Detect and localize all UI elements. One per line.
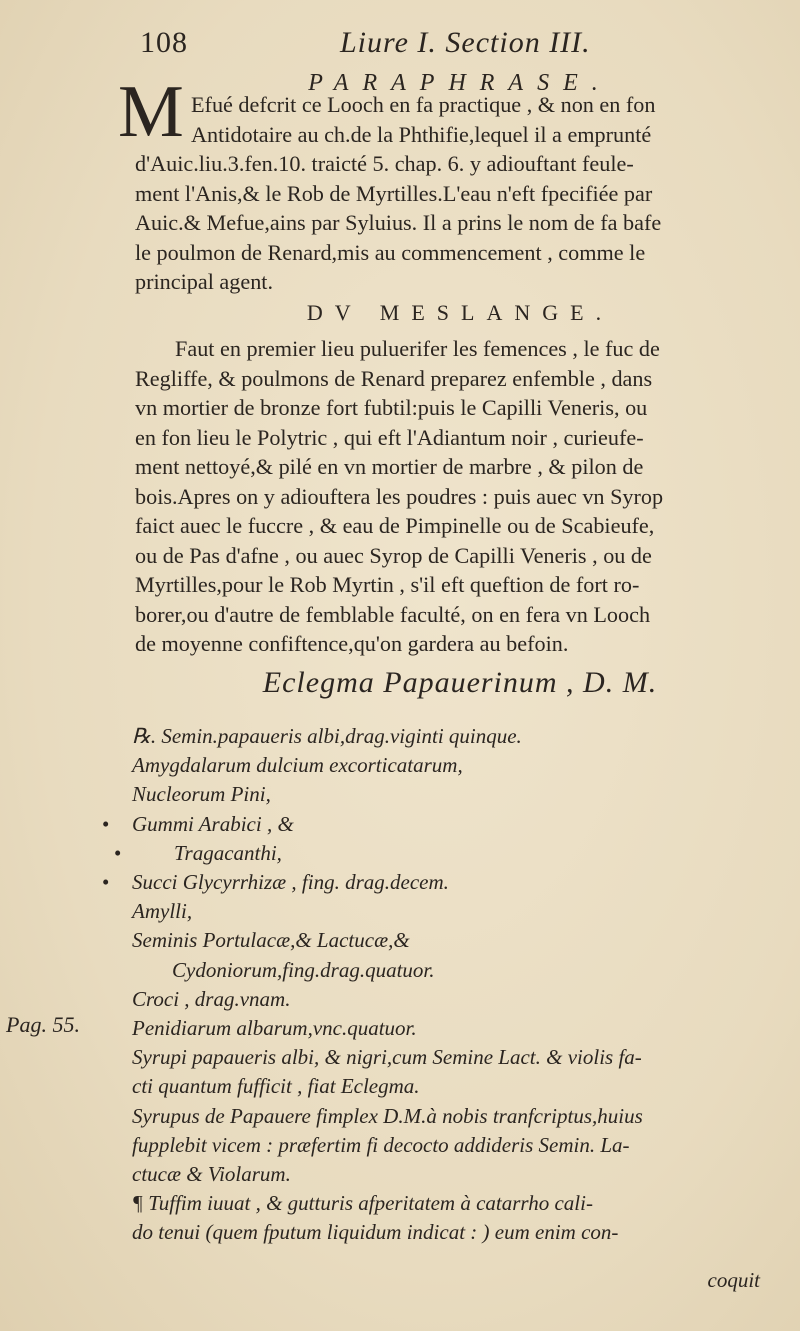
text-line: borer,ou d'autre de femblable faculté, on en fera vn Looch	[135, 601, 651, 627]
recipe-line: Seminis Portulacæ,& Lactucæ,&	[132, 928, 410, 953]
text-line: d'Auic.liu.3.fen.10. traicté 5. chap. 6. y adiouftant feule-	[135, 151, 634, 176]
recipe-line: Croci , drag.vnam.	[132, 986, 291, 1011]
recipe-line: • Succi Glycyrrhizæ , fing. drag.decem.	[120, 868, 790, 897]
margin-note: Pag. 55.	[6, 1012, 80, 1037]
text-line: Antidotaire au ch.de la Phthifie,lequel il a emprunté	[191, 121, 652, 147]
text-line: Efué defcrit ce Looch en fa practique , & non en fon	[191, 92, 656, 117]
catchword: coquit	[707, 1268, 760, 1292]
text-line: de moyenne confiftence,qu'on gardera au befoin.	[135, 631, 569, 656]
text-line: ou de Pas d'afne , ou auec Syrop de Capilli Veneris , ou de	[135, 542, 652, 568]
margin-bullet-icon: •	[102, 870, 110, 895]
text-line: Myrtilles,pour le Rob Myrtin , s'il eft queftion de fort ro-	[135, 572, 640, 597]
page-header	[140, 26, 780, 66]
recipe-text	[102, 722, 790, 1248]
text-line: bois.Apres on y adiouftera les poudres : puis auec vn Syrop	[135, 483, 664, 509]
text-line: en fon lieu le Polytric , qui eft l'Adiantum noir , curieufe-	[135, 424, 644, 450]
recipe-line: fupplebit vicem : præfertim fi decocto addideris Semin. La-	[132, 1132, 630, 1157]
mixture-heading: DV MESLANGE.	[306, 300, 614, 325]
mixture-text	[135, 334, 785, 659]
page-number: 108	[140, 26, 188, 59]
recipe-line: • Tragacanthi,	[120, 839, 790, 868]
text-line: ment l'Anis,& le Rob de Myrtilles.L'eau n'eft fpecifiée par	[135, 180, 653, 206]
recipe-line: Amylli,	[132, 899, 193, 924]
margin-bullet-icon: •	[114, 840, 122, 865]
text-line: Auic.& Mefue,ains par Syluius. Il a prins le nom de fa bafe	[135, 210, 662, 235]
text-line: le poulmon de Renard,mis au commencement , comme le	[135, 239, 646, 265]
text-line: ment nettoyé,& pilé en vn mortier de marbre , & pilon de	[135, 454, 644, 479]
text-line: principal agent.	[135, 269, 274, 294]
recipe-title: Eclegma Papauerinum , D. M.	[262, 666, 658, 699]
recipe-line: ℞. Semin.papaueris albi,drag.viginti quinque.	[132, 724, 522, 748]
paraphrase-heading: PARAPHRASE.	[308, 70, 612, 96]
margin-bullet-icon: •	[102, 811, 110, 836]
text-line: Faut en premier lieu puluerifer les femences , le fuc de	[175, 336, 660, 361]
recipe-line: Amygdalarum dulcium excorticatarum,	[132, 753, 463, 778]
paraphrase-text	[135, 90, 785, 297]
text-line: vn mortier de bronze fort fubtil:puis le Capilli Veneris, ou	[135, 395, 648, 420]
recipe-line: Penidiarum albarum,vnc.quatuor.	[132, 1016, 417, 1041]
recipe-line: ¶ Tuffim iuuat , & gutturis afperitatem à catarrho cali-	[132, 1191, 593, 1216]
text-line: faict auec le fuccre , & eau de Pimpinelle ou de Scabieufe,	[135, 513, 655, 538]
recipe-line: do tenui (quem fputum liquidum indicat : ) eum enim con-	[132, 1220, 619, 1245]
drop-cap: M	[118, 71, 184, 153]
recipe-line: Nucleorum Pini,	[132, 782, 271, 807]
text-line: Regliffe, & poulmons de Renard preparez enfemble , dans	[135, 365, 653, 391]
recipe-line: Cydoniorum,fing.drag.quatuor.	[172, 957, 435, 982]
recipe-line: • Gummi Arabici , &	[120, 810, 790, 839]
running-title: Liure I. Section III.	[340, 26, 591, 59]
recipe-line: Syrupus de Papauere fimplex D.M.à nobis tranfcriptus,huius	[132, 1103, 643, 1128]
recipe-line: ctucæ & Violarum.	[132, 1162, 291, 1187]
recipe-line: Syrupi papaueris albi, & nigri,cum Semine Lact. & violis fa-	[132, 1045, 642, 1070]
recipe-line: cti quantum fufficit , fiat Eclegma.	[132, 1074, 420, 1099]
